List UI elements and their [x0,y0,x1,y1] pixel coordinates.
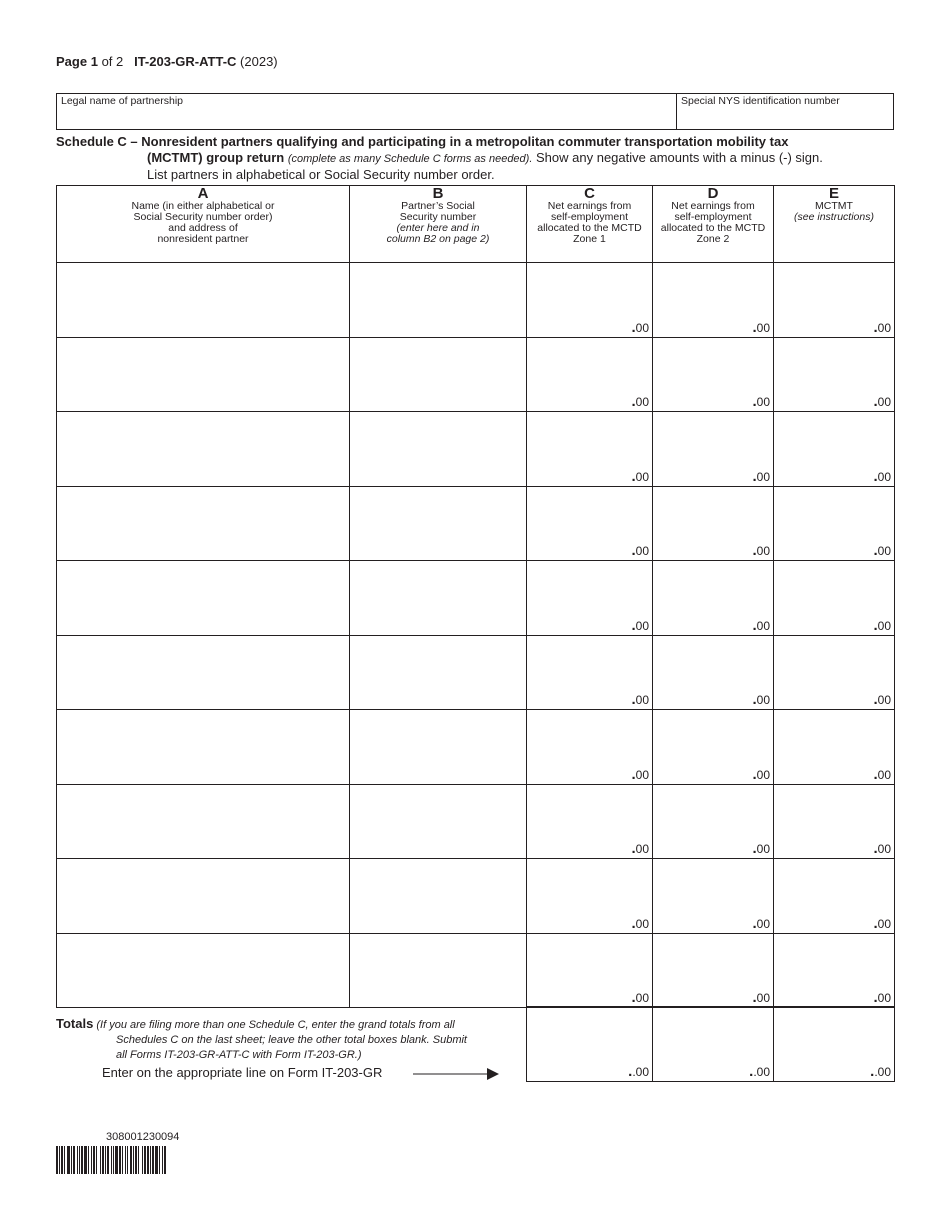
column-letter: E [828,185,839,202]
barcode [56,1146,240,1174]
amount-cents: .00 [752,914,770,932]
form-year: (2023) [240,54,278,69]
column-header-e [774,186,895,263]
partner-name-field[interactable] [57,635,350,710]
table-row [57,412,895,487]
amount-cents: .00 [752,393,770,410]
amount-cents: .00 [873,616,891,634]
amount-cents: .00 [873,542,891,559]
totals-label: Totals [56,1016,94,1031]
total-zone2-field[interactable] [653,1007,774,1082]
zone1-earnings-field[interactable] [527,859,653,934]
column-header-a [57,186,350,263]
partnership-name-label: Legal name of partnership [61,95,183,107]
schedule-note: (complete as many Schedule C forms as needed). [287,152,533,165]
partner-name-field[interactable] [57,859,350,934]
amount-cents: .00 [873,914,891,932]
zone1-earnings-field[interactable] [527,933,653,1008]
table-row [57,859,895,934]
amount-cents: .00 [631,318,649,336]
total-zone1-field[interactable] [527,1007,653,1082]
partner-ssn-field[interactable] [350,412,527,487]
column-desc: allocated to the MCTD [537,222,642,234]
table-header-row [57,186,895,263]
totals-table [526,1006,895,1082]
column-desc: Social Security number order) [133,211,273,223]
amount-cents: .00 [873,989,891,1006]
column-desc: and address of [168,222,238,234]
amount-cents: .00 [752,765,770,783]
partner-name-field[interactable] [57,933,350,1008]
table-row [57,784,895,859]
totals-instructions [56,1016,526,1063]
table-row [57,561,895,636]
column-desc: Net earnings from [671,200,755,212]
amount-cents: .00 [631,914,649,932]
zone1-earnings-field[interactable] [527,784,653,859]
partner-name-field[interactable] [57,784,350,859]
partnership-name-field[interactable] [56,93,677,130]
schedule-instruction: Show any negative amounts with a minus (-) sign. [536,149,823,165]
column-letter: D [707,185,719,202]
table-row [57,635,895,710]
column-desc: Net earnings from [547,200,632,212]
amount-cents: .00 [752,542,770,559]
amount-cents: .00 [873,765,891,783]
table-row [57,486,895,561]
totals-enter-instruction: Enter on the appropriate line on Form IT-203-GR [102,1065,383,1080]
partner-name-field[interactable] [57,337,350,412]
column-desc: Partner’s Social [401,200,475,212]
column-desc: Name (in either alphabetical or [131,200,275,212]
partner-ssn-field[interactable] [350,933,527,1008]
partner-ssn-field[interactable] [350,635,527,710]
column-desc: Zone 1 [573,233,606,245]
schedule-title: Schedule C – Nonresident partners qualifying and participating in a metropolitan commuter transportation mobility tax [56,134,789,149]
amount-cents: ..00 [870,1063,891,1080]
zone2-earnings-field[interactable] [653,263,774,338]
mctmt-field[interactable] [774,710,895,785]
partner-ssn-field[interactable] [350,710,527,785]
table-row [57,337,895,412]
amount-cents: .00 [631,989,649,1006]
zone1-earnings-field[interactable] [527,486,653,561]
zone2-earnings-field[interactable] [653,561,774,636]
zone2-earnings-field[interactable] [653,635,774,710]
column-desc: nonresident partner [157,233,249,245]
amount-cents: ..00 [749,1063,770,1080]
mctmt-field[interactable] [774,337,895,412]
column-desc: self-employment [550,211,629,223]
column-desc: allocated to the MCTD [660,222,766,234]
column-desc: self-employment [674,211,752,223]
schedule-heading [56,134,906,183]
barcode-number: 308001230094 [106,1131,180,1143]
partner-ssn-field[interactable] [350,263,527,338]
mctmt-field[interactable] [774,263,895,338]
column-header-c [527,186,653,263]
table-row [57,933,895,1008]
zone1-earnings-field[interactable] [527,337,653,412]
page-number: 1 [90,54,98,69]
partner-name-field[interactable] [57,561,350,636]
schedule-subtitle: (MCTMT) group return [147,149,285,165]
column-desc: Security number [399,211,477,223]
column-desc: MCTMT [815,200,853,212]
mctmt-field[interactable] [774,561,895,636]
page-of: of 2 [101,54,124,69]
totals-note: all Forms IT-203-GR-ATT-C with Form IT-203-GR.) [116,1049,362,1061]
partner-ssn-field[interactable] [350,337,527,412]
amount-cents: .00 [631,765,649,783]
page-header [56,54,278,69]
amount-cents: .00 [873,691,891,708]
partners-table [56,185,895,1008]
mctmt-field[interactable] [774,486,895,561]
amount-cents: .00 [631,542,649,559]
amount-cents: .00 [873,318,891,336]
column-desc: (see instructions) [794,211,874,223]
zone1-earnings-field[interactable] [527,412,653,487]
amount-cents: .00 [631,393,649,410]
page-label: Page [56,54,88,69]
column-letter: A [197,185,209,202]
partner-name-field[interactable] [57,263,350,338]
form-id: IT-203-GR-ATT-C [134,54,237,69]
column-desc: column B2 on page 2) [386,233,490,245]
partner-ssn-field[interactable] [350,784,527,859]
partner-name-field[interactable] [57,486,350,561]
zone2-earnings-field[interactable] [653,486,774,561]
zone2-earnings-field[interactable] [653,859,774,934]
zone2-earnings-field[interactable] [653,337,774,412]
amount-cents: ..00 [628,1063,649,1080]
partner-name-field[interactable] [57,710,350,785]
amount-cents: .00 [631,691,649,708]
zone1-earnings-field[interactable] [527,635,653,710]
amount-cents: .00 [631,467,649,485]
amount-cents: .00 [631,840,649,857]
arrow-right-icon [413,1066,501,1082]
amount-cents: .00 [752,467,770,485]
amount-cents: .00 [752,691,770,708]
table-row [57,263,895,338]
totals-note: (If you are filing more than one Schedule C, enter the grand totals from all [96,1019,455,1031]
column-header-d [653,186,774,263]
column-desc: Zone 2 [696,233,730,245]
table-row [57,710,895,785]
column-header-b [350,186,527,263]
zone1-earnings-field[interactable] [527,263,653,338]
mctmt-field[interactable] [774,635,895,710]
amount-cents: .00 [752,616,770,634]
nys-id-label: Special NYS identification number [681,95,840,107]
partner-ssn-field[interactable] [350,859,527,934]
partner-name-field[interactable] [57,412,350,487]
totals-row [527,1007,895,1082]
mctmt-field[interactable] [774,412,895,487]
total-mctmt-field[interactable] [774,1007,895,1082]
partner-ssn-field[interactable] [350,486,527,561]
partner-ssn-field[interactable] [350,561,527,636]
zone1-earnings-field[interactable] [527,710,653,785]
amount-cents: .00 [873,467,891,485]
amount-cents: .00 [631,616,649,634]
mctmt-field[interactable] [774,859,895,934]
amount-cents: .00 [873,393,891,410]
zone2-earnings-field[interactable] [653,412,774,487]
column-letter: C [584,185,595,202]
nys-id-field[interactable] [676,93,894,130]
amount-cents: .00 [752,840,770,857]
amount-cents: .00 [873,840,891,857]
mctmt-field[interactable] [774,784,895,859]
zone1-earnings-field[interactable] [527,561,653,636]
zone2-earnings-field[interactable] [653,784,774,859]
zone2-earnings-field[interactable] [653,933,774,1008]
column-letter: B [432,185,444,202]
column-desc: (enter here and in [396,222,480,234]
mctmt-field[interactable] [774,933,895,1008]
amount-cents: .00 [752,318,770,336]
totals-note: Schedules C on the last sheet; leave the other total boxes blank. Submit [116,1034,467,1046]
schedule-order-note: List partners in alphabetical or Social Security number order. [147,167,495,182]
zone2-earnings-field[interactable] [653,710,774,785]
amount-cents: .00 [752,989,770,1006]
